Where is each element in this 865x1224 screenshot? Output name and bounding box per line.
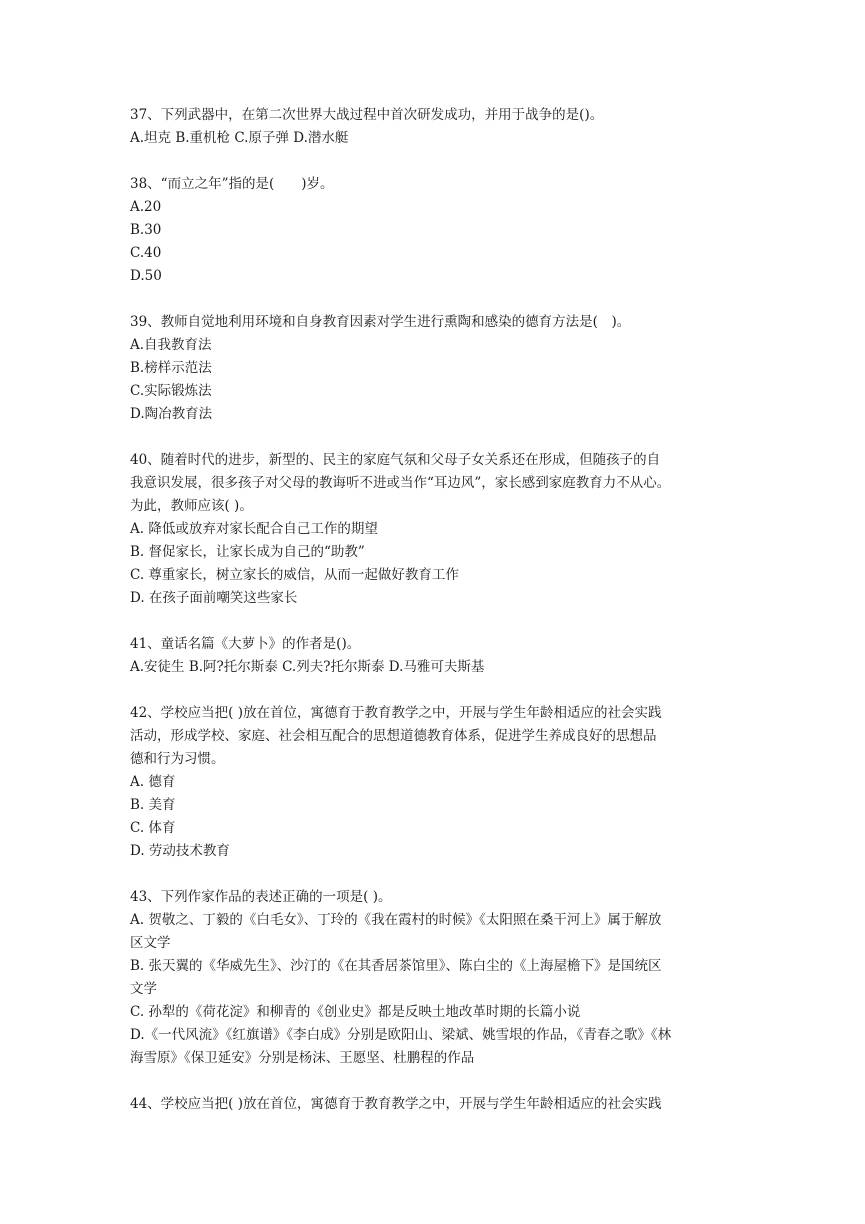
question-text: 42、学校应当把( )放在首位，寓德育于教育教学之中，开展与学生年龄相适应的社会实践: [130, 705, 662, 721]
question-line: B. 张天翼的《华威先生》、沙汀的《在其香居茶馆里》、陈白尘的《上海屋檐下》是国统区: [130, 958, 662, 974]
question-line: A.安徒生 B.阿?托尔斯泰 C.列夫?托尔斯泰 D.马雅可夫斯基: [130, 659, 485, 675]
question-block: [130, 173, 740, 288]
question-line: B.榜样示范法: [130, 360, 212, 376]
question-line: B.30: [130, 222, 162, 238]
question-text: 37、下列武器中，在第二次世界大战过程中首次研发成功，并用于战争的是()。: [130, 107, 604, 123]
question-text: 40、随着时代的进步，新型的、民主的家庭气氛和父母子女关系还在形成，但随孩子的自: [130, 452, 661, 468]
question-text: 41、童话名篇《大萝卜》的作者是()。: [130, 636, 361, 652]
question-line: A.自我教育法: [130, 337, 212, 353]
question-block: [130, 702, 740, 863]
question-line: 为此，教师应该( )。: [130, 498, 253, 514]
question-line: 海雪原》《保卫延安》分别是杨沫、王愿坚、杜鹏程的作品: [130, 1050, 475, 1066]
question-line: 我意识发展，很多孩子对父母的教诲听不进或当作“耳边风”，家长感到家庭教育力不从心。: [130, 475, 671, 491]
question-line: A. 德育: [130, 774, 176, 790]
question-block: [130, 449, 740, 610]
question-line: D.50: [130, 268, 162, 284]
question-line: D.陶冶教育法: [130, 406, 213, 422]
question-block: [130, 104, 740, 150]
question-line: 区文学: [130, 935, 171, 951]
question-line: C. 孙犁的《荷花淀》和柳青的《创业史》都是反映土地改革时期的长篇小说: [130, 1004, 581, 1020]
question-line: D. 在孩子面前嘲笑这些家长: [130, 590, 298, 606]
question-line: D.《一代风流》《红旗谱》《李白成》分别是欧阳山、梁斌、姚雪垠的作品，《青春之歌》《林: [130, 1027, 672, 1043]
question-line: B. 美育: [130, 797, 176, 813]
question-line: A.20: [130, 199, 162, 215]
question-block: [130, 633, 740, 679]
question-line: 文学: [130, 981, 157, 997]
question-line: D. 劳动技术教育: [130, 843, 230, 859]
question-block: [130, 311, 740, 426]
question-line: A. 贺敬之、丁毅的《白毛女》、丁玲的《我在霞村的时候》《太阳照在桑干河上》属于解放: [130, 912, 662, 928]
question-line: C.实际锻炼法: [130, 383, 212, 399]
question-line: C. 体育: [130, 820, 176, 836]
question-line: 活动，形成学校、家庭、社会相互配合的思想道德教育体系，促进学生养成良好的思想品: [130, 728, 657, 744]
question-block: [130, 886, 740, 1070]
question-line: 德和行为习惯。: [130, 751, 225, 767]
question-line: A.坦克 B.重机枪 C.原子弹 D.潜水艇: [130, 130, 349, 146]
question-text: 38、“而立之年”指的是( )岁。: [130, 176, 334, 192]
document-page: [130, 104, 740, 1139]
question-line: C.40: [130, 245, 162, 261]
question-text: 39、教师自觉地利用环境和自身教育因素对学生进行熏陶和感染的德育方法是( )。: [130, 314, 631, 330]
question-text: 44、学校应当把( )放在首位，寓德育于教育教学之中，开展与学生年龄相适应的社会实践: [130, 1096, 662, 1112]
question-text: 43、下列作家作品的表述正确的一项是( )。: [130, 889, 392, 905]
question-line: C. 尊重家长，树立家长的威信，从而一起做好教育工作: [130, 567, 459, 583]
question-line: B. 督促家长，让家长成为自己的“助教”: [130, 544, 365, 560]
question-block: [130, 1093, 740, 1116]
question-line: A. 降低或放弃对家长配合自己工作的期望: [130, 521, 378, 537]
